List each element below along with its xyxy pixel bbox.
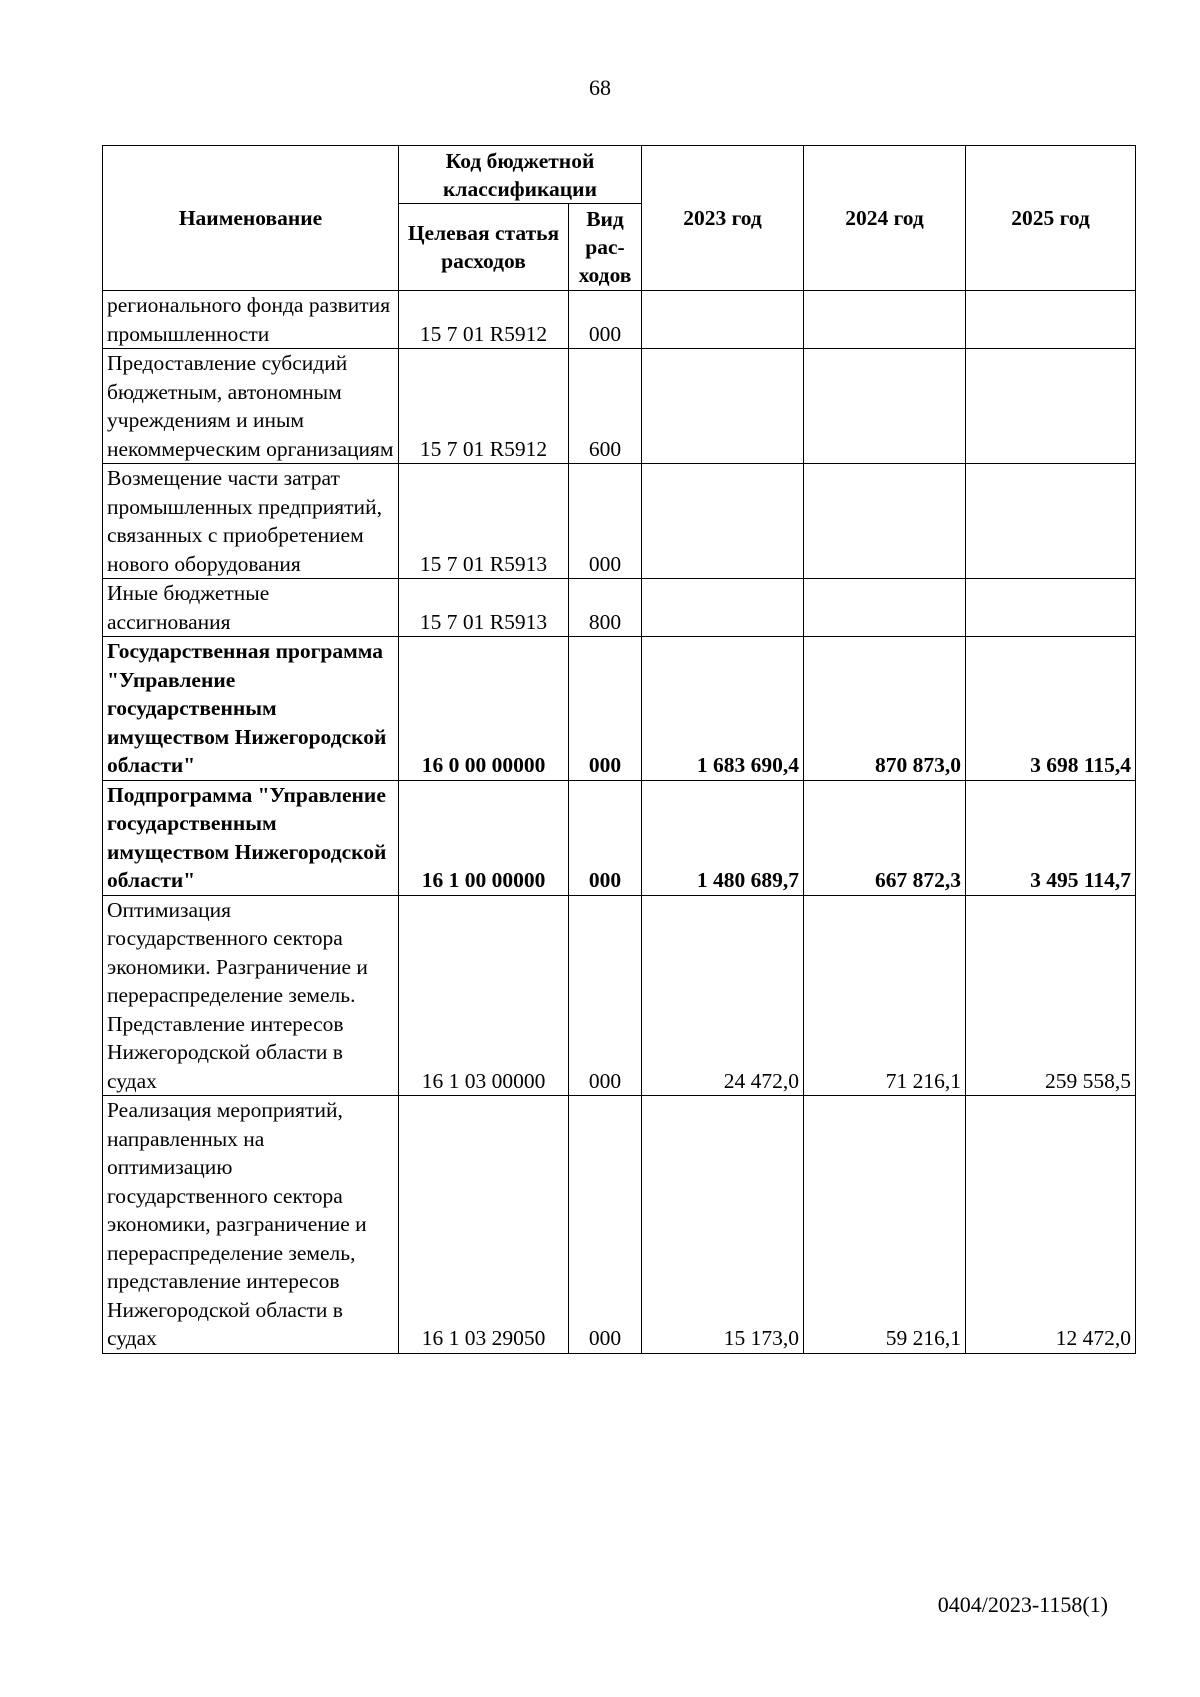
row-expense-type: 600 xyxy=(569,349,642,464)
row-value-2023 xyxy=(642,291,804,349)
row-value-2024: 870 873,0 xyxy=(804,637,966,781)
row-value-2025 xyxy=(966,291,1136,349)
row-value-2024 xyxy=(804,349,966,464)
table-row xyxy=(103,464,1136,579)
row-value-2025: 12 472,0 xyxy=(966,1096,1136,1354)
row-expense-type: 000 xyxy=(569,895,642,1096)
table-row xyxy=(103,1096,1136,1354)
row-target-article: 15 7 01 R5912 xyxy=(399,349,569,464)
header-year-2023: 2023 год xyxy=(642,146,804,291)
header-year-2024: 2024 год xyxy=(804,146,966,291)
table-header xyxy=(103,146,1136,291)
header-name: Наименование xyxy=(103,146,399,291)
row-target-article: 15 7 01 R5913 xyxy=(399,464,569,579)
budget-table xyxy=(102,145,1136,1354)
row-target-article: 15 7 01 R5913 xyxy=(399,579,569,637)
row-value-2023: 1 683 690,4 xyxy=(642,637,804,781)
row-value-2025 xyxy=(966,464,1136,579)
row-value-2023 xyxy=(642,349,804,464)
table-row xyxy=(103,579,1136,637)
row-value-2025: 3 698 115,4 xyxy=(966,637,1136,781)
table-row xyxy=(103,895,1136,1096)
row-name: регионального фонда развития промышленности xyxy=(103,291,399,349)
row-value-2023 xyxy=(642,579,804,637)
header-expense-type: Вид рас-ходов xyxy=(569,204,642,291)
row-target-article: 16 0 00 00000 xyxy=(399,637,569,781)
header-budget-code: Код бюджетной классификации xyxy=(399,146,642,204)
row-value-2024 xyxy=(804,291,966,349)
header-year-2025: 2025 год xyxy=(966,146,1136,291)
row-expense-type: 000 xyxy=(569,637,642,781)
row-value-2024 xyxy=(804,464,966,579)
row-value-2024: 71 216,1 xyxy=(804,895,966,1096)
row-value-2023 xyxy=(642,464,804,579)
row-value-2024: 59 216,1 xyxy=(804,1096,966,1354)
row-expense-type: 000 xyxy=(569,291,642,349)
row-name: Иные бюджетные ассигнования xyxy=(103,579,399,637)
table-row xyxy=(103,637,1136,781)
row-value-2025: 259 558,5 xyxy=(966,895,1136,1096)
row-target-article: 16 1 00 00000 xyxy=(399,780,569,895)
row-name: Подпрограмма "Управление государственным имуществом Нижегородской области" xyxy=(103,780,399,895)
header-target-article: Целевая статья расходов xyxy=(399,204,569,291)
table-body xyxy=(103,291,1136,1354)
table-row xyxy=(103,780,1136,895)
row-expense-type: 000 xyxy=(569,1096,642,1354)
row-target-article: 15 7 01 R5912 xyxy=(399,291,569,349)
row-name: Государственная программа "Управление государственным имуществом Нижегородской области" xyxy=(103,637,399,781)
row-target-article: 16 1 03 00000 xyxy=(399,895,569,1096)
row-value-2023: 15 173,0 xyxy=(642,1096,804,1354)
row-value-2025 xyxy=(966,579,1136,637)
document-number: 0404/2023-1158(1) xyxy=(937,1592,1108,1617)
row-value-2025 xyxy=(966,349,1136,464)
row-value-2025: 3 495 114,7 xyxy=(966,780,1136,895)
row-value-2023: 24 472,0 xyxy=(642,895,804,1096)
row-name: Возмещение части затрат промышленных предприятий, связанных с приобретением нового оборудования xyxy=(103,464,399,579)
row-target-article: 16 1 03 29050 xyxy=(399,1096,569,1354)
table-row xyxy=(103,291,1136,349)
row-expense-type: 800 xyxy=(569,579,642,637)
row-value-2024 xyxy=(804,579,966,637)
row-name: Реализация мероприятий, направленных на оптимизацию государственного сектора экономики, разграничение и перераспределение земель, представление интересов Нижегородской области в судах xyxy=(103,1096,399,1354)
page-number: 68 xyxy=(589,75,611,100)
row-value-2024: 667 872,3 xyxy=(804,780,966,895)
row-expense-type: 000 xyxy=(569,464,642,579)
row-name: Предоставление субсидий бюджетным, автономным учреждениям и иным некоммерческим организациям xyxy=(103,349,399,464)
row-name: Оптимизация государственного сектора экономики. Разграничение и перераспределение земель. Представление интересов Нижегородской области в судах xyxy=(103,895,399,1096)
table-row xyxy=(103,349,1136,464)
row-expense-type: 000 xyxy=(569,780,642,895)
row-value-2023: 1 480 689,7 xyxy=(642,780,804,895)
